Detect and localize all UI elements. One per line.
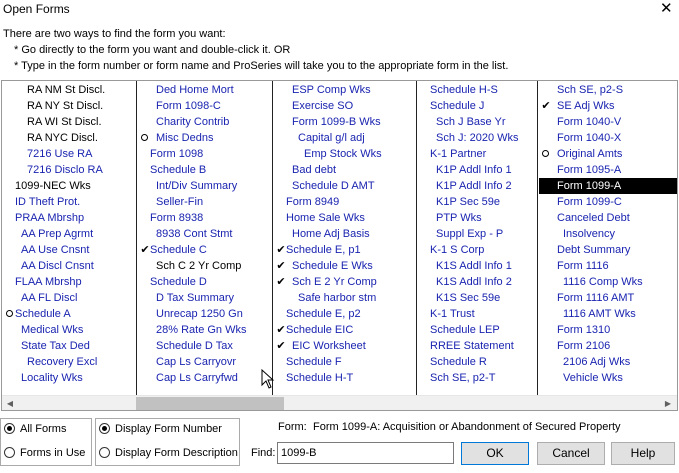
radio-icon [4, 447, 15, 458]
all-forms-label: All Forms [20, 423, 67, 435]
form-list-item[interactable]: Form 8949 [286, 196, 340, 208]
form-list-item[interactable]: Cap Ls Carryovr [156, 356, 237, 368]
form-list-item[interactable]: Schedule B [150, 164, 207, 176]
forms-column [137, 81, 273, 395]
form-list-item[interactable]: Emp Stock Wks [304, 148, 382, 160]
all-forms-radio[interactable] [4, 421, 66, 437]
form-list-item[interactable]: PRAA Mbrshp [15, 212, 85, 224]
form-list-item[interactable]: Cap Ls Carryfwd [156, 372, 238, 384]
form-list-item[interactable]: Locality Wks [21, 372, 83, 384]
checkmark-icon: ✔ [276, 259, 286, 272]
form-list-item[interactable]: Suppl Exp - P [436, 228, 504, 240]
form-description: Form 1099-A: Acquisition or Abandonment of Secured Property [313, 421, 621, 433]
display-description-label: Display Form Description [115, 447, 238, 459]
form-list-item[interactable]: K1S Addl Info 2 [436, 276, 512, 288]
checkmark-icon: ✔ [276, 275, 286, 288]
form-list-item[interactable]: Canceled Debt [557, 212, 630, 224]
form-list-item[interactable]: RA NY St Discl. [27, 100, 104, 112]
scroll-right-icon[interactable]: ▶ [664, 399, 672, 408]
checkmark-icon: ✔ [140, 243, 150, 256]
form-list-item[interactable]: Home Sale Wks [286, 212, 365, 224]
form-list-item[interactable]: Schedule LEP [430, 324, 500, 336]
form-list-item[interactable]: PTP Wks [436, 212, 482, 224]
form-list-item[interactable]: Sch C 2 Yr Comp [156, 260, 242, 272]
forms-column [273, 81, 417, 395]
instructions-heading: There are two ways to find the form you want: [3, 28, 226, 40]
form-list-item[interactable]: Sch J Base Yr [436, 116, 506, 128]
form-list-item[interactable]: Insolvency [563, 228, 615, 240]
form-label: Form: [278, 421, 307, 433]
form-list-item[interactable]: Exercise SO [292, 100, 354, 112]
form-list-item[interactable]: AA Discl Cnsnt [21, 260, 94, 272]
form-list-item[interactable]: Seller-Fin [156, 196, 204, 208]
form-list-item[interactable]: Form 1099-C [557, 196, 622, 208]
form-list-item[interactable]: Capital g/l adj [298, 132, 365, 144]
cancel-button[interactable]: Cancel [537, 442, 605, 465]
form-list-item[interactable]: Schedule E Wks [292, 260, 373, 272]
form-list-item[interactable]: RA NYC Discl. [27, 132, 98, 144]
find-input[interactable] [277, 442, 454, 464]
form-list-item[interactable]: Schedule E, p1 [286, 244, 361, 256]
display-number-label: Display Form Number [115, 423, 222, 435]
circle-icon [542, 150, 549, 157]
forms-list[interactable] [1, 80, 678, 411]
checkmark-icon: ✔ [276, 243, 286, 256]
form-list-item[interactable]: Schedule E, p2 [286, 308, 361, 320]
form-list-item[interactable]: Original Amts [557, 148, 623, 160]
form-list-item[interactable]: AA Prep Agrmt [21, 228, 94, 240]
find-label: Find: [251, 447, 276, 459]
form-list-item[interactable]: K1P Addl Info 1 [436, 164, 512, 176]
form-list-item[interactable]: K1S Sec 59e [436, 292, 501, 304]
form-list-item[interactable]: Schedule A [15, 308, 71, 320]
form-list-item[interactable]: RA NM St Discl. [27, 84, 106, 96]
form-list-item[interactable]: Form 8938 [150, 212, 204, 224]
display-number-radio[interactable] [99, 421, 222, 437]
forms-column [2, 81, 137, 395]
form-list-item[interactable]: 1099-NEC Wks [15, 180, 91, 192]
title-bar [0, 0, 679, 20]
filter-group [0, 418, 92, 466]
form-list-item[interactable]: 8938 Cont Stmt [156, 228, 233, 240]
forms-column [417, 81, 538, 395]
form-list-item[interactable]: K1P Sec 59e [436, 196, 501, 208]
form-list-item[interactable]: Form 1099-A [539, 178, 677, 194]
form-list-item[interactable]: SE Adj Wks [557, 100, 615, 112]
form-list-item[interactable]: Sch SE, p2-S [557, 84, 624, 96]
form-list-item[interactable]: K-1 Partner [430, 148, 487, 160]
form-list-item[interactable]: AA FL Discl [21, 292, 78, 304]
form-list-item[interactable]: AA Use Cnsnt [21, 244, 90, 256]
form-list-item[interactable]: Schedule H-S [430, 84, 498, 96]
scroll-left-icon[interactable]: ◀ [6, 399, 14, 408]
close-icon[interactable]: ✕ [660, 0, 673, 17]
radio-icon [4, 423, 15, 434]
window-title: Open Forms [3, 2, 70, 16]
form-list-item[interactable]: Form 1098 [150, 148, 204, 160]
form-list-item[interactable]: Sch SE, p2-T [430, 372, 496, 384]
instructions [3, 26, 508, 74]
form-list-item[interactable]: Ded Home Mort [156, 84, 234, 96]
horizontal-scrollbar[interactable] [2, 395, 677, 410]
form-list-item[interactable]: Schedule F [286, 356, 342, 368]
ok-button[interactable]: OK [461, 442, 529, 465]
display-group [95, 418, 240, 466]
form-list-item[interactable]: Schedule D [150, 276, 207, 288]
forms-in-use-label: Forms in Use [20, 447, 86, 459]
form-list-item[interactable]: Schedule J [430, 100, 485, 112]
form-list-item[interactable]: Form 1098-C [156, 100, 221, 112]
form-list-item[interactable]: Vehicle Wks [563, 372, 623, 384]
form-list-item[interactable]: FLAA Mbrshp [15, 276, 82, 288]
instructions-bullet-2: * Type in the form number or form name and ProSeries will take you to the appropriate form in the list. [14, 60, 509, 72]
form-list-item[interactable]: 1116 AMT Wks [563, 308, 636, 320]
radio-icon [99, 423, 110, 434]
form-list-item[interactable]: RREE Statement [430, 340, 514, 352]
checkmark-icon: ✔ [276, 339, 286, 352]
text-cursor-icon [261, 369, 275, 389]
form-list-item[interactable]: Unrecap 1250 Gn [156, 308, 243, 320]
form-list-item[interactable]: Form 1116 [557, 260, 609, 272]
form-list-item[interactable]: Form 1095-A [557, 164, 622, 176]
form-list-item[interactable]: Recovery Excl [27, 356, 98, 368]
form-list-item[interactable]: Charity Contrib [156, 116, 230, 128]
form-list-item[interactable]: RA WI St Discl. [27, 116, 102, 128]
scroll-thumb[interactable] [136, 397, 284, 410]
form-list-item[interactable]: Int/Div Summary [156, 180, 238, 192]
form-list-item[interactable]: 7216 Disclo RA [27, 164, 103, 176]
form-list-item[interactable]: Schedule D AMT [292, 180, 375, 192]
display-description-radio[interactable] [99, 445, 238, 461]
form-list-item[interactable]: Sch J: 2020 Wks [436, 132, 519, 144]
form-list-item[interactable]: 7216 Use RA [27, 148, 93, 160]
form-list-item[interactable]: Safe harbor stm [298, 292, 377, 304]
form-list-item[interactable]: K-1 S Corp [430, 244, 485, 256]
form-list-item[interactable]: Form 2106 [557, 340, 611, 352]
checkmark-icon: ✔ [541, 99, 551, 112]
form-list-item[interactable]: Schedule D Tax [156, 340, 233, 352]
form-list-item[interactable]: Schedule H-T [286, 372, 354, 384]
form-list-item[interactable]: Sch E 2 Yr Comp [292, 276, 377, 288]
form-list-item[interactable]: K1P Addl Info 2 [436, 180, 512, 192]
form-list-item[interactable]: Form 1310 [557, 324, 611, 336]
form-list-item[interactable]: K1S Addl Info 1 [436, 260, 512, 272]
form-list-item[interactable]: Bad debt [292, 164, 337, 176]
form-list-item[interactable]: ID Theft Prot. [15, 196, 81, 208]
form-list-item[interactable]: Form 1040-X [557, 132, 622, 144]
form-list-item[interactable]: Debt Summary [557, 244, 631, 256]
form-list-item[interactable]: 28% Rate Gn Wks [156, 324, 247, 336]
form-list-item[interactable]: Medical Wks [21, 324, 84, 336]
form-list-item[interactable]: Schedule EIC [286, 324, 354, 336]
form-list-item[interactable]: Misc Dedns [156, 132, 214, 144]
forms-column [538, 81, 678, 395]
form-list-item[interactable]: D Tax Summary [156, 292, 235, 304]
form-list-item[interactable]: Form 1040-V [557, 116, 622, 128]
forms-in-use-radio[interactable] [4, 445, 85, 461]
form-list-item[interactable]: 1116 Comp Wks [563, 276, 643, 288]
form-list-item[interactable]: Form 1099-B Wks [292, 116, 381, 128]
help-button[interactable]: Help [611, 442, 675, 465]
radio-icon [99, 447, 110, 458]
form-list-item[interactable]: 2106 Adj Wks [563, 356, 631, 368]
form-list-item[interactable]: EIC Worksheet [292, 340, 366, 352]
instructions-bullet-1: * Go directly to the form you want and double-click it. OR [14, 44, 291, 56]
circle-icon [6, 310, 13, 317]
form-list-item[interactable]: Schedule C [150, 244, 207, 256]
form-list-item[interactable]: Home Adj Basis [292, 228, 370, 240]
form-list-item[interactable]: State Tax Ded [21, 340, 90, 352]
form-list-item[interactable]: K-1 Trust [430, 308, 475, 320]
form-list-item[interactable]: Schedule R [430, 356, 487, 368]
form-list-item[interactable]: Form 1116 AMT [557, 292, 635, 304]
circle-icon [141, 134, 148, 141]
checkmark-icon: ✔ [276, 323, 286, 336]
form-list-item[interactable]: ESP Comp Wks [292, 84, 371, 96]
